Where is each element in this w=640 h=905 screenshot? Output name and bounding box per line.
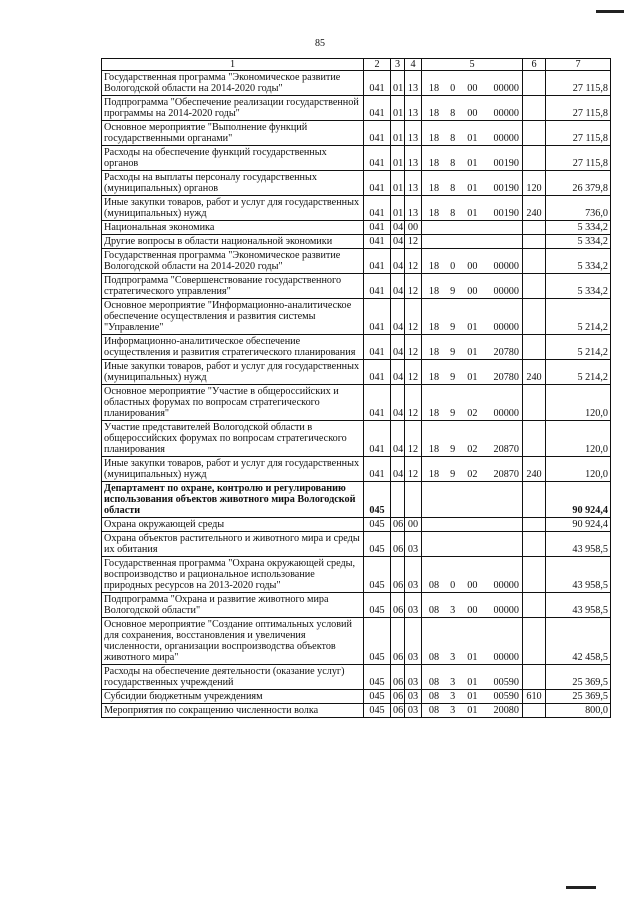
row-name-cell: Подпрограмма "Совершенствование государственного стратегического управления" [102,274,364,299]
target-article-part: 3 [450,605,456,616]
row-expense-type-cell: 240 [523,457,546,482]
target-article-part: 00190 [493,158,519,169]
target-article-part: 08 [428,677,440,688]
row-name-cell: Иные закупки товаров, работ и услуг для государственных (муниципальных) нужд [102,196,364,221]
row-section-cell: 01 [391,71,405,96]
target-article-part: 9 [450,469,456,480]
target-article-part: 00 [467,580,478,591]
target-article-part: 01 [467,677,478,688]
target-article-part: 00 [467,108,478,119]
row-name-cell: Иные закупки товаров, работ и услуг для государственных (муниципальных) нужд [102,457,364,482]
target-article-part: 8 [450,108,456,119]
row-subsection-cell: 13 [405,121,422,146]
row-section-cell: 06 [391,593,405,618]
row-amount-cell: 43 958,5 [546,557,611,593]
row-expense-type-cell [523,482,546,518]
target-article-part: 9 [450,444,456,455]
table-row [102,690,611,704]
row-subsection-cell: 03 [405,704,422,718]
target-article-part: 00 [467,83,478,94]
row-section-cell: 06 [391,665,405,690]
budget-table [101,58,611,718]
target-article-part: 00000 [493,652,519,663]
row-section-cell: 06 [391,532,405,557]
target-article-part: 00190 [493,208,519,219]
row-section-cell: 04 [391,335,405,360]
target-article-part: 00590 [493,691,519,702]
row-name-cell: Государственная программа "Экономическое развитие Вологодской области на 2014-2020 годы" [102,71,364,96]
target-article-part: 00000 [493,108,519,119]
header-row [102,59,611,71]
scan-mark-top [596,10,624,13]
row-expense-type-cell [523,665,546,690]
target-article-part: 00000 [493,83,519,94]
row-subsection-cell: 12 [405,274,422,299]
target-article-part: 18 [428,444,440,455]
row-section-cell: 04 [391,235,405,249]
row-target-article-cell [422,274,523,299]
row-target-article-cell [422,235,523,249]
row-amount-cell: 5 334,2 [546,249,611,274]
row-amount-cell: 27 115,8 [546,96,611,121]
row-target-article-cell [422,593,523,618]
row-target-article-cell [422,221,523,235]
row-name-cell: Основное мероприятие "Информационно-аналитическое обеспечение осуществления и развития системы "Управление" [102,299,364,335]
row-subsection-cell: 03 [405,532,422,557]
row-amount-cell: 26 379,8 [546,171,611,196]
target-article-part: 00000 [493,286,519,297]
table-row [102,96,611,121]
row-name-cell: Другие вопросы в области национальной экономики [102,235,364,249]
row-expense-type-cell [523,557,546,593]
row-admin-code-cell: 041 [364,235,391,249]
row-name-cell: Департамент по охране, контролю и регулированию использования объектов животного мира Вологодской области [102,482,364,518]
row-section-cell: 04 [391,274,405,299]
row-amount-cell: 120,0 [546,421,611,457]
row-name-cell: Расходы на выплаты персоналу государственных (муниципальных) органов [102,171,364,196]
target-article-part: 18 [428,469,440,480]
row-target-article-cell [422,121,523,146]
target-article-part: 00000 [493,133,519,144]
row-subsection-cell: 13 [405,171,422,196]
target-article-part: 01 [467,322,478,333]
table-row [102,171,611,196]
row-target-article-cell [422,704,523,718]
row-name-cell: Расходы на обеспечение деятельности (оказание услуг) государственных учреждений [102,665,364,690]
target-article-part: 00 [467,286,478,297]
row-subsection-cell: 12 [405,360,422,385]
row-amount-cell: 25 369,5 [546,690,611,704]
row-target-article-cell [422,196,523,221]
column-header: 6 [523,59,546,71]
target-article-part: 18 [428,183,440,194]
row-amount-cell: 27 115,8 [546,71,611,96]
row-subsection-cell: 00 [405,518,422,532]
table-row [102,593,611,618]
row-subsection-cell: 12 [405,249,422,274]
row-section-cell: 01 [391,196,405,221]
row-name-cell: Национальная экономика [102,221,364,235]
target-article-part: 01 [467,133,478,144]
page-number: 85 [315,38,325,49]
row-admin-code-cell: 045 [364,482,391,518]
target-article-part: 20870 [493,444,519,455]
row-expense-type-cell [523,421,546,457]
row-target-article-cell [422,146,523,171]
row-admin-code-cell: 045 [364,704,391,718]
target-article-part: 18 [428,286,440,297]
target-article-part: 08 [428,652,440,663]
target-article-part: 0 [450,261,456,272]
row-target-article-cell [422,457,523,482]
target-article-part: 01 [467,705,478,716]
table-row [102,665,611,690]
row-amount-cell: 90 924,4 [546,482,611,518]
row-admin-code-cell: 041 [364,335,391,360]
target-article-part: 08 [428,705,440,716]
target-article-part: 20080 [493,705,519,716]
row-section-cell: 06 [391,557,405,593]
row-target-article-cell [422,482,523,518]
row-expense-type-cell [523,249,546,274]
target-article-part: 9 [450,408,456,419]
target-article-part: 9 [450,372,456,383]
row-expense-type-cell [523,618,546,665]
target-article-part: 00590 [493,677,519,688]
target-article-part: 00000 [493,408,519,419]
table-row [102,335,611,360]
target-article-part: 01 [467,372,478,383]
row-target-article-cell [422,665,523,690]
row-section-cell: 06 [391,704,405,718]
column-header: 1 [102,59,364,71]
row-name-cell: Расходы на обеспечение функций государственных органов [102,146,364,171]
row-name-cell: Информационно-аналитическое обеспечение осуществления и развития стратегического планирования [102,335,364,360]
row-subsection-cell: 13 [405,196,422,221]
row-expense-type-cell [523,121,546,146]
target-article-part: 20780 [493,347,519,358]
row-section-cell: 06 [391,618,405,665]
row-subsection-cell [405,482,422,518]
row-section-cell: 04 [391,421,405,457]
row-admin-code-cell: 041 [364,249,391,274]
row-name-cell: Государственная программа "Экономическое развитие Вологодской области на 2014-2020 годы" [102,249,364,274]
row-expense-type-cell: 610 [523,690,546,704]
row-section-cell: 04 [391,249,405,274]
row-section-cell: 04 [391,457,405,482]
row-expense-type-cell [523,518,546,532]
row-admin-code-cell: 045 [364,593,391,618]
row-subsection-cell: 03 [405,557,422,593]
target-article-part: 00 [467,261,478,272]
target-article-part: 3 [450,652,456,663]
row-target-article-cell [422,690,523,704]
row-target-article-cell [422,360,523,385]
row-amount-cell: 5 334,2 [546,274,611,299]
row-expense-type-cell: 120 [523,171,546,196]
row-subsection-cell: 12 [405,335,422,360]
row-admin-code-cell: 045 [364,690,391,704]
row-expense-type-cell [523,532,546,557]
target-article-part: 3 [450,705,456,716]
target-article-part: 00000 [493,605,519,616]
table-row [102,121,611,146]
table-row [102,71,611,96]
table-row [102,196,611,221]
table-row [102,618,611,665]
row-admin-code-cell: 041 [364,299,391,335]
table-row [102,146,611,171]
table-row [102,704,611,718]
target-article-part: 9 [450,286,456,297]
row-name-cell: Участие представителей Вологодской области в общероссийских форумах по вопросам стратегического планирования [102,421,364,457]
table-row [102,532,611,557]
row-admin-code-cell: 045 [364,518,391,532]
table-row [102,557,611,593]
target-article-part: 9 [450,322,456,333]
table-row [102,360,611,385]
row-subsection-cell: 13 [405,71,422,96]
row-target-article-cell [422,335,523,360]
target-article-part: 01 [467,183,478,194]
row-subsection-cell: 13 [405,96,422,121]
table-row [102,235,611,249]
row-admin-code-cell: 045 [364,665,391,690]
row-section-cell: 04 [391,385,405,421]
column-header: 3 [391,59,405,71]
row-expense-type-cell [523,71,546,96]
row-admin-code-cell: 041 [364,71,391,96]
row-subsection-cell: 03 [405,690,422,704]
row-amount-cell: 27 115,8 [546,146,611,171]
row-expense-type-cell: 240 [523,196,546,221]
target-article-part: 8 [450,158,456,169]
target-article-part: 08 [428,580,440,591]
row-subsection-cell: 03 [405,618,422,665]
target-article-part: 18 [428,108,440,119]
target-article-part: 0 [450,580,456,591]
column-header: 5 [422,59,523,71]
target-article-part: 8 [450,183,456,194]
row-target-article-cell [422,171,523,196]
row-name-cell: Основное мероприятие "Выполнение функций государственными органами" [102,121,364,146]
row-target-article-cell [422,385,523,421]
row-target-article-cell [422,249,523,274]
row-section-cell: 01 [391,121,405,146]
row-expense-type-cell [523,146,546,171]
row-admin-code-cell: 045 [364,532,391,557]
row-target-article-cell [422,557,523,593]
target-article-part: 18 [428,83,440,94]
scan-mark-bottom [566,886,596,889]
row-target-article-cell [422,618,523,665]
target-article-part: 00190 [493,183,519,194]
table-row [102,385,611,421]
target-article-part: 01 [467,158,478,169]
row-name-cell: Основное мероприятие "Участие в общероссийских и областных форумах по вопросам стратегического планирования" [102,385,364,421]
row-admin-code-cell: 041 [364,171,391,196]
target-article-part: 08 [428,605,440,616]
target-article-part: 18 [428,261,440,272]
row-section-cell: 04 [391,299,405,335]
row-target-article-cell [422,421,523,457]
target-article-part: 08 [428,691,440,702]
row-amount-cell: 90 924,4 [546,518,611,532]
target-article-part: 00 [467,605,478,616]
target-article-part: 00000 [493,322,519,333]
row-expense-type-cell [523,274,546,299]
target-article-part: 18 [428,372,440,383]
row-expense-type-cell: 240 [523,360,546,385]
row-admin-code-cell: 041 [364,457,391,482]
target-article-part: 02 [467,469,478,480]
table-row [102,518,611,532]
row-amount-cell: 5 214,2 [546,360,611,385]
row-amount-cell: 5 214,2 [546,335,611,360]
row-section-cell: 01 [391,146,405,171]
table-row [102,274,611,299]
row-subsection-cell: 00 [405,221,422,235]
row-admin-code-cell: 041 [364,360,391,385]
target-article-part: 18 [428,347,440,358]
row-expense-type-cell [523,221,546,235]
row-subsection-cell: 12 [405,457,422,482]
row-section-cell: 06 [391,518,405,532]
column-header: 7 [546,59,611,71]
row-amount-cell: 27 115,8 [546,121,611,146]
row-target-article-cell [422,532,523,557]
row-expense-type-cell [523,335,546,360]
row-expense-type-cell [523,299,546,335]
column-header: 2 [364,59,391,71]
row-target-article-cell [422,518,523,532]
row-amount-cell: 5 214,2 [546,299,611,335]
row-admin-code-cell: 041 [364,221,391,235]
target-article-part: 01 [467,347,478,358]
target-article-part: 01 [467,652,478,663]
row-name-cell: Основное мероприятие "Создание оптимальных условий для сохранения, восстановления и увеличения численности, организации воспроизводства объектов животного мира" [102,618,364,665]
row-expense-type-cell [523,593,546,618]
row-name-cell: Мероприятия по сокращению численности волка [102,704,364,718]
row-amount-cell: 120,0 [546,457,611,482]
row-section-cell [391,482,405,518]
row-admin-code-cell: 041 [364,121,391,146]
target-article-part: 3 [450,691,456,702]
row-name-cell: Охрана объектов растительного и животного мира и среды их обитания [102,532,364,557]
row-amount-cell: 42 458,5 [546,618,611,665]
row-admin-code-cell: 045 [364,557,391,593]
row-target-article-cell [422,299,523,335]
target-article-part: 02 [467,444,478,455]
target-article-part: 8 [450,133,456,144]
row-amount-cell: 120,0 [546,385,611,421]
row-admin-code-cell: 041 [364,146,391,171]
target-article-part: 18 [428,322,440,333]
row-amount-cell: 5 334,2 [546,221,611,235]
target-article-part: 18 [428,208,440,219]
target-article-part: 3 [450,677,456,688]
row-name-cell: Государственная программа "Охрана окружающей среды, воспроизводство и рациональное использование природных ресурсов на 2013-2020 годы" [102,557,364,593]
row-expense-type-cell [523,704,546,718]
row-admin-code-cell: 041 [364,385,391,421]
row-amount-cell: 5 334,2 [546,235,611,249]
row-target-article-cell [422,96,523,121]
row-expense-type-cell [523,235,546,249]
table-row [102,421,611,457]
target-article-part: 9 [450,347,456,358]
target-article-part: 18 [428,408,440,419]
row-admin-code-cell: 041 [364,96,391,121]
target-article-part: 00000 [493,261,519,272]
target-article-part: 0 [450,83,456,94]
row-name-cell: Охрана окружающей среды [102,518,364,532]
column-header: 4 [405,59,422,71]
row-admin-code-cell: 041 [364,274,391,299]
row-section-cell: 06 [391,690,405,704]
table-row [102,457,611,482]
target-article-part: 18 [428,133,440,144]
row-section-cell: 04 [391,360,405,385]
row-section-cell: 01 [391,171,405,196]
table-row [102,249,611,274]
row-subsection-cell: 12 [405,235,422,249]
row-subsection-cell: 13 [405,146,422,171]
row-name-cell: Подпрограмма "Обеспечение реализации государственной программы на 2014-2020 годы" [102,96,364,121]
row-subsection-cell: 03 [405,665,422,690]
target-article-part: 20780 [493,372,519,383]
target-article-part: 8 [450,208,456,219]
target-article-part: 01 [467,691,478,702]
target-article-part: 00000 [493,580,519,591]
row-amount-cell: 43 958,5 [546,593,611,618]
row-expense-type-cell [523,385,546,421]
target-article-part: 18 [428,158,440,169]
table-row [102,299,611,335]
row-subsection-cell: 03 [405,593,422,618]
row-amount-cell: 736,0 [546,196,611,221]
row-admin-code-cell: 045 [364,618,391,665]
row-name-cell: Субсидии бюджетным учреждениям [102,690,364,704]
table-row [102,482,611,518]
target-article-part: 20870 [493,469,519,480]
row-admin-code-cell: 041 [364,196,391,221]
row-name-cell: Иные закупки товаров, работ и услуг для государственных (муниципальных) нужд [102,360,364,385]
row-amount-cell: 43 958,5 [546,532,611,557]
row-subsection-cell: 12 [405,299,422,335]
row-name-cell: Подпрограмма "Охрана и развитие животного мира Вологодской области" [102,593,364,618]
row-subsection-cell: 12 [405,421,422,457]
row-target-article-cell [422,71,523,96]
target-article-part: 01 [467,208,478,219]
row-admin-code-cell: 041 [364,421,391,457]
row-section-cell: 01 [391,96,405,121]
row-subsection-cell: 12 [405,385,422,421]
row-section-cell: 04 [391,221,405,235]
table-row [102,221,611,235]
target-article-part: 02 [467,408,478,419]
row-amount-cell: 25 369,5 [546,665,611,690]
row-expense-type-cell [523,96,546,121]
row-amount-cell: 800,0 [546,704,611,718]
